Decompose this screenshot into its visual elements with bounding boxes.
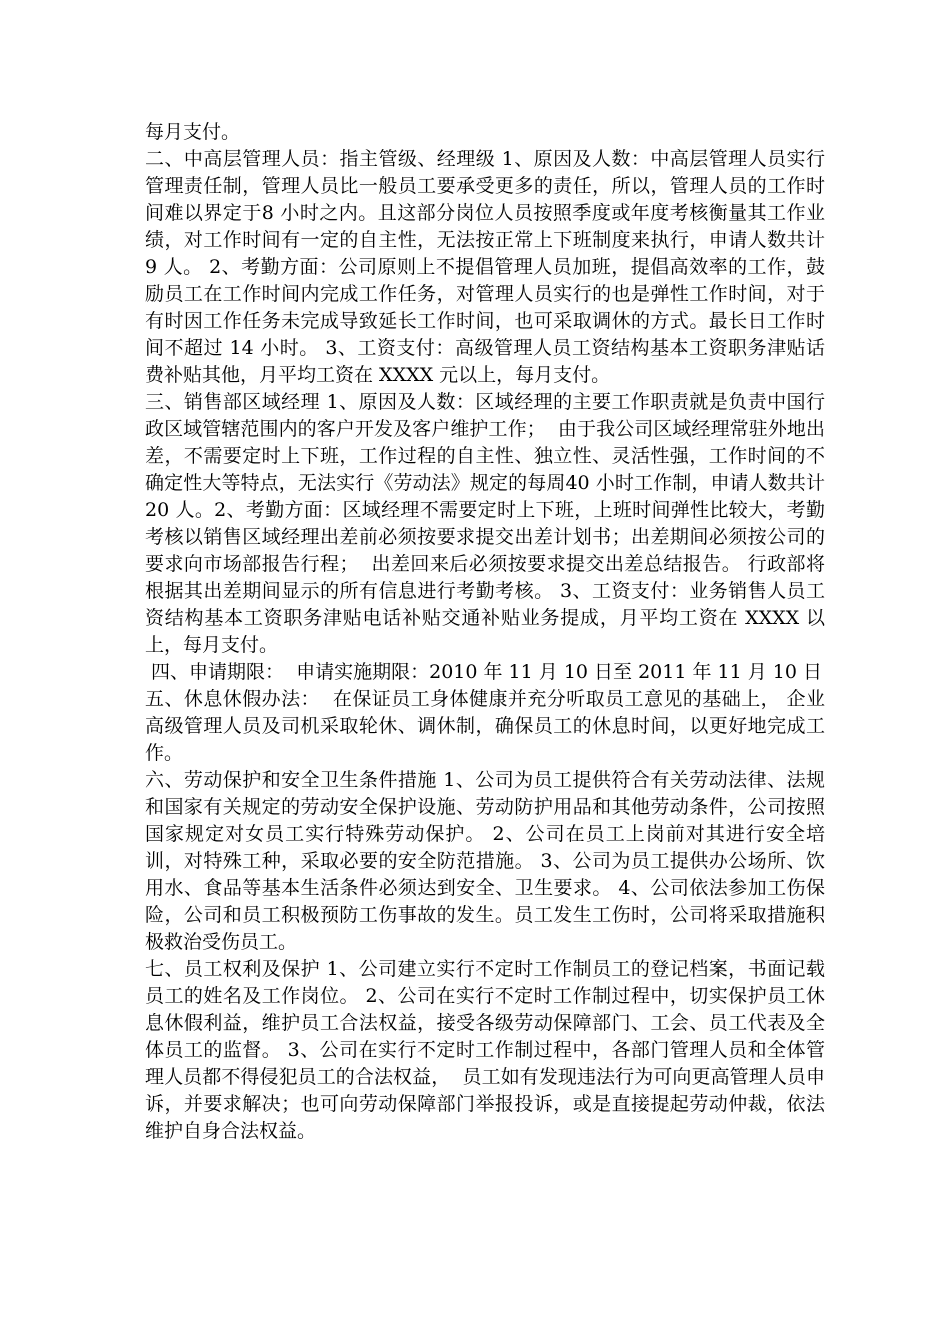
paragraph-continued-payment: 每月支付。 [145,121,241,143]
paragraph-section-4-application-period: 四、申请期限： 申请实施期限：2010 年 11 月 10 日至 2011 年 11 月 10 日 [145,661,822,683]
document-body [145,119,832,1145]
paragraph-section-6-labor-protection: 六、劳动保护和安全卫生条件措施 1、公司为员工提供符合有关劳动法律、法规和国家有关规定的劳动安全保护设施、劳动防护用品和其他劳动条件，公司按照国家规定对女员工实行特殊劳动保护。 2、公司在员工上岗前对其进行安全培训，对特殊工种，采取必要的安全防范措施。 3、公司为员工提供办公场所、饮用水、食品等基本生活条件必须达到安全、卫生要求。 4、公司依法参加工伤保险，公司和员工积极预防工伤事故的发生。员工发生工伤时，公司将采取措施积极救治受伤员工。 [145,769,825,953]
paragraph-section-2-senior-managers: 二、中高层管理人员：指主管级、经理级 1、原因及人数：中高层管理人员实行管理责任制，管理人员比一般员工要承受更多的责任，所以，管理人员的工作时间难以界定于8 小时之内。且这部分岗位人员按照季度或年度考核衡量其工作业绩，对工作时间有一定的自主性，无法按正常上下班制度来执行，申请人数共计 9 人。 2、考勤方面：公司原则上不提倡管理人员加班，提倡高效率的工作，鼓励员工在工作时间内完成工作任务，对管理人员实行的也是弹性工作时间，对于有时因工作任务未完成导致延长工作时间，也可采取调休的方式。最长日工作时间不超过 14 小时。 3、工资支付：高级管理人员工资结构基本工资职务津贴话费补贴其他，月平均工资在 XXXX 元以上，每月支付。 [145,148,832,386]
paragraph-section-3-regional-managers: 三、销售部区域经理 1、原因及人数：区域经理的主要工作职责就是负责中国行政区域管辖范围内的客户开发及客户维护工作； 由于我公司区域经理常驻外地出差，不需要定时上下班，工作过程的自主性、独立性、灵活性强，工作时间的不确定性大等特点，无法实行《劳动法》规定的每周40 小时工作制，申请人数共计 20 人。2、考勤方面：区域经理不需要定时上下班，上班时间弹性比较大，考勤考核以销售区域经理出差前必须按要求提交出差计划书；出差期间必须按公司的要求向市场部报告行程； 出差回来后必须按要求提交出差总结报告。 行政部将根据其出差期间显示的所有信息进行考勤考核。 3、工资支付：业务销售人员工资结构基本工资职务津贴电话补贴交通补贴业务提成，月平均工资在 XXXX 以上，每月支付。 [145,391,832,656]
paragraph-section-7-employee-rights: 七、员工权利及保护 1、公司建立实行不定时工作制员工的登记档案，书面记载员工的姓名及工作岗位。 2、公司在实行不定时工作制过程中，切实保护员工休息休假利益，维护员工合法权益，接受各级劳动保障部门、工会、员工代表及全体员工的监督。 3、公司在实行不定时工作制过程中，各部门管理人员和全体管理人员都不得侵犯员工的合法权益， 员工如有发现违法行为可向更高管理人员申诉，并要求解决；也可向劳动保障部门举报投诉，或是直接提起劳动仲裁，依法维护自身合法权益。 [145,958,825,1142]
paragraph-section-5-rest-and-leave: 五、休息休假办法： 在保证员工身体健康并充分听取员工意见的基础上， 企业高级管理人员及司机采取轮休、调休制，确保员工的休息时间，以更好地完成工作。 [145,688,825,764]
